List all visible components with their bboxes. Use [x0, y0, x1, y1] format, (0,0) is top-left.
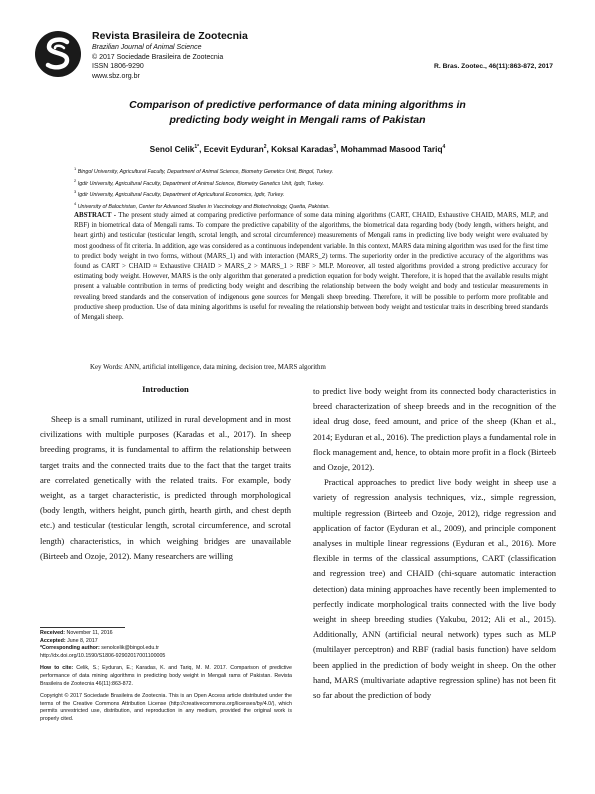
affiliations — [74, 165, 554, 211]
journal-logo — [34, 30, 82, 78]
citation-header: R. Bras. Zootec., 46(11):863-872, 2017 — [434, 63, 553, 70]
abstract-text: The present study aimed at comparing predictive performance of some data mining algorithms (CART, CHAID, Exhaustive CHAID, MARS, MLP, and RBF) in biometrical data of Mengali rams. To compare the predictive capability of the algorithms, the biometrical data regarding body (body length, withers height, and heart girth) and testicular (testicular length, scrotal length, and scrotal circumference) measurements of Mengali rams in predicting live body weight were evaluated by most goodness of fit criteria. In addition, age was considered as a continuous independent variable. In this context, MARS data mining algorithm was used for the first time to predict body weight in two forms, without (MARS_1) and with interaction (MARS_2) terms. The superiority order in the predictive accuracy of the algorithms was found as CART > CHAID ≈ Exhaustive CHAID > MARS_2 > MARS_1 > RBF > MLP. Moreover, all tested algorithms provided a strong predictive accuracy for estimating body weight. However, MARS is the only algorithm that generated a prediction equation for body weight. Therefore, it is hoped that the available results might present a valuable contribution in terms of predicting body weight and describing the relationship between the body weight and body and testicular measurements in revealing breed standards and the conservation of indigenous gene sources for Mengali sheep breeding. Therefore, it will be possible to perform more profitable and productive sheep production. Use of data mining algorithms is useful for revealing the relationship between body weight and testicular traits in describing breed standards of Mengali sheep. — [74, 212, 548, 322]
how-to-cite: How to cite: Celik, S.; Eyduran, E.; Karadas, K. and Tariq, M. M. 2017. Comparison of predictive performance of data mining algorithms in predicting body weight in Mengali rams of Pakistan. Revista Brasileira de Zootecnia 46(11):863-872. — [40, 665, 292, 687]
affiliation: $^3$ Igdir University, Agricultural Faculty, Department of Agricultural Economics, Igdir, Turkey. — [74, 189, 285, 198]
paragraph: to predict live body weight from its connected body characteristics in breed characterization of sheep breeds and in the recognition of the ideal drug dose, feed amount, and price of the sheep (Khan et al., 2014; Eyduran et al., 2016). The prediction plays a fundamental role in flock management and, hence, to obtain more profit in a flock (Birteeb and Ozoje, 2012). — [313, 386, 556, 473]
doi-link[interactable]: http://dx.doi.org/10.1590/S1806-92902017001100005 — [40, 652, 166, 659]
author-name: Koksal Karadas — [271, 144, 334, 154]
journal-website[interactable]: www.sbz.org.br — [92, 72, 140, 80]
received-date: Received: November 11, 2016 — [40, 630, 113, 636]
author-name: Mohammad Masood Tariq — [340, 144, 443, 154]
affiliation: $^1$ Bingol University, Agricultural Faculty, Department of Animal Science, Biometry Genetics Unit, Bingol, Turkey. — [74, 166, 334, 175]
affiliation: $^2$ Igdir University, Agricultural Faculty, Department of Animal Science, Biometry Genetics Unit, Igdir, Turkey. — [74, 177, 324, 187]
author-name: Senol Celik — [149, 144, 195, 154]
author-list: Senol Celik$^{1*}$, Ecevit Eyduran$^2$, Koksal Karadas$^3$, Mohammad Masood Tariq$^4$ — [149, 144, 446, 154]
journal-header — [92, 30, 312, 81]
journal-name: Revista Brasileira de Zootecnia — [92, 30, 248, 42]
right-column — [313, 384, 556, 703]
journal-subtitle: Brazilian Journal of Animal Science — [92, 44, 202, 51]
copyright-line: © 2017 Sociedade Brasileira de Zootecnia — [92, 53, 224, 61]
affiliation: $^4$ University of Balochistan, Center for Advanced Studies in Vaccinology and Biotechnology, Quetta, Pakistan. — [74, 200, 330, 210]
corresponding-email[interactable]: senolcelik@bingol.edu.tr — [99, 645, 160, 652]
author-name: Ecevit Eyduran — [203, 144, 264, 154]
paragraph: Practical approaches to predict live body weight in sheep use a variety of regression analysis techniques, viz., simple regression, multiple regression (Birteeb and Ozoje, 2012), ridge regression and application of factor (Eyduran et al., 2009), and principle component analyses in multiple linear regressions (Eyduran et al., 2016). More flexible in terms of the classical assumptions, CART (classification and regression tree) and CHAID (chi-square automatic interaction detection) data mining approaches have recently been implemented to perfectly indicate morphological traits connected with the live body weight in sheep breeding studies (Yakubu, 2012; Ali et al., 2015). Additionally, ANN (artificial neural network) types such as MLP (multilayer perceptron) and RBF (radial basis function) have seldom been applied in the prediction of body weight in sheep. On the other hand, MARS (multivariate adaptive regression spline) has not been fit so far about the prediction of body — [313, 477, 556, 701]
paragraph: Sheep is a small ruminant, utilized in rural development and in most civilizations with multiple purposes (Karadas et al., 2017). In sheep breeding programs, it is fundamental to affirm the relationship between target traits and the connected traits due to the fact that the target traits are correlated genetically with the related traits. For example, body weight, as a target characteristic, is predicted through morphological (body length, withers height, punch girth, hearth girth, and chest depth etc.) and testicular (testicular length, scrotal circumference, and scrotal length) characteristics, in which weighing bridges are unavailable (Birteeb and Ozoje, 2012). Many researchers are willing — [40, 414, 291, 561]
article-title — [70, 98, 525, 128]
corresponding-author: *Corresponding author: senolcelik@bingol.edu.tr — [40, 645, 160, 652]
section-heading-introduction: Introduction — [142, 384, 189, 394]
footnote-divider — [40, 627, 125, 628]
abstract-label: ABSTRACT - — [74, 212, 117, 219]
keywords: Key Words: ANN, artificial intelligence, data mining, decision tree, MARS algorithm — [90, 364, 326, 371]
accepted-date: Accepted: June 8, 2017 — [40, 637, 98, 644]
license-text: Copyright © 2017 Sociedade Brasileira de Zootecnia. This is an Open Access article distributed under the terms of the Creative Commons Attribution License (http://creativecommons.org/licenses/by/4.0/), which permits unrestricted use, distribution, and reproduction in any medium, provided the original work is properly cited. — [40, 693, 292, 722]
left-column — [40, 412, 291, 564]
title-line-1: Comparison of predictive performance of data mining algorithms in — [129, 99, 466, 111]
footnotes — [40, 630, 292, 724]
issn: ISSN 1806-9290 — [92, 63, 144, 70]
abstract — [74, 211, 548, 323]
title-line-2: predicting body weight in Mengali rams of Pakistan — [169, 114, 426, 126]
